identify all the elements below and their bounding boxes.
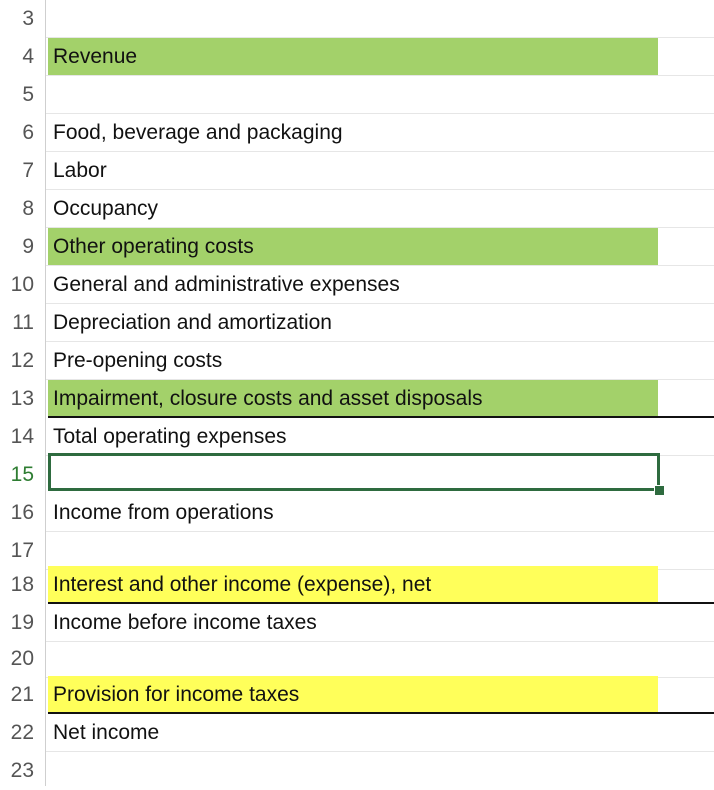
sheet-row-18 bbox=[0, 566, 714, 604]
row-header-21[interactable]: 21 bbox=[10, 683, 34, 706]
row-header-7[interactable]: 7 bbox=[22, 159, 34, 182]
cell-labor[interactable]: Labor bbox=[53, 159, 107, 182]
cell-revenue[interactable]: Revenue bbox=[48, 38, 658, 76]
sheet-row-22 bbox=[0, 714, 714, 752]
row-header-10[interactable]: 10 bbox=[10, 273, 34, 296]
sheet-row-5 bbox=[0, 76, 714, 114]
row-header-8[interactable]: 8 bbox=[22, 197, 34, 220]
row-header-15-active[interactable]: 15 bbox=[10, 463, 34, 486]
row-header-9[interactable]: 9 bbox=[22, 235, 34, 258]
row-header-4[interactable]: 4 bbox=[22, 45, 34, 68]
sheet-row-19 bbox=[0, 604, 714, 642]
row-header-12[interactable]: 12 bbox=[10, 349, 34, 372]
cell-net-income[interactable]: Net income bbox=[53, 721, 160, 744]
sheet-row-13 bbox=[0, 380, 714, 418]
row-header-23[interactable]: 23 bbox=[10, 759, 34, 782]
sheet-row-3 bbox=[0, 0, 714, 38]
sheet-row-23 bbox=[0, 752, 714, 790]
cell-row-3[interactable] bbox=[48, 0, 658, 38]
row-header-20[interactable]: 20 bbox=[10, 647, 34, 670]
cell-income-before-taxes[interactable]: Income before income taxes bbox=[53, 611, 317, 634]
cell-row-20[interactable] bbox=[48, 640, 658, 678]
row-header-18[interactable]: 18 bbox=[10, 573, 34, 596]
fill-handle[interactable] bbox=[654, 485, 665, 496]
row-header-6[interactable]: 6 bbox=[22, 121, 34, 144]
cell-income-from-operations[interactable]: Income from operations bbox=[53, 501, 274, 524]
cell-interest-other-income[interactable]: Interest and other income (expense), net bbox=[48, 566, 658, 604]
sheet-row-20 bbox=[0, 640, 714, 678]
sheet-row-17 bbox=[0, 532, 714, 570]
cell-row-5[interactable] bbox=[48, 76, 658, 114]
row-header-22[interactable]: 22 bbox=[10, 721, 34, 744]
cell-impairment-closure-costs[interactable]: Impairment, closure costs and asset disposals bbox=[48, 380, 658, 418]
cell-other-operating-costs[interactable]: Other operating costs bbox=[48, 228, 658, 266]
active-cell-selection[interactable] bbox=[48, 453, 660, 491]
cell-general-admin-expenses[interactable]: General and administrative expenses bbox=[53, 273, 400, 296]
row-header-17[interactable]: 17 bbox=[10, 539, 34, 562]
cell-row-17[interactable] bbox=[48, 532, 658, 570]
cell-row-23[interactable] bbox=[48, 752, 658, 790]
sheet-row-14 bbox=[0, 418, 714, 456]
cell-provision-income-taxes[interactable]: Provision for income taxes bbox=[48, 676, 658, 714]
row-header-11[interactable]: 11 bbox=[12, 311, 34, 334]
sheet-row-8 bbox=[0, 190, 714, 228]
sheet-row-21 bbox=[0, 676, 714, 714]
sheet-row-4 bbox=[0, 38, 714, 76]
row-header-3[interactable]: 3 bbox=[22, 7, 34, 30]
cell-total-operating-expenses[interactable]: Total operating expenses bbox=[53, 425, 287, 448]
sheet-row-9 bbox=[0, 228, 714, 266]
row-header-13[interactable]: 13 bbox=[10, 387, 34, 410]
row-header-19[interactable]: 19 bbox=[10, 611, 34, 634]
row-header-16[interactable]: 16 bbox=[10, 501, 34, 524]
cell-food-beverage-packaging[interactable]: Food, beverage and packaging bbox=[53, 121, 343, 144]
cell-depreciation-amortization[interactable]: Depreciation and amortization bbox=[53, 311, 332, 334]
sheet-row-16 bbox=[0, 494, 714, 532]
sheet-row-7 bbox=[0, 152, 714, 190]
cell-pre-opening-costs[interactable]: Pre-opening costs bbox=[53, 349, 223, 372]
cell-occupancy[interactable]: Occupancy bbox=[53, 197, 159, 220]
sheet-row-12 bbox=[0, 342, 714, 380]
row-header-14[interactable]: 14 bbox=[10, 425, 34, 448]
row-header-5[interactable]: 5 bbox=[22, 83, 34, 106]
sheet-row-11 bbox=[0, 304, 714, 342]
sheet-row-6 bbox=[0, 114, 714, 152]
sheet-row-10 bbox=[0, 266, 714, 304]
